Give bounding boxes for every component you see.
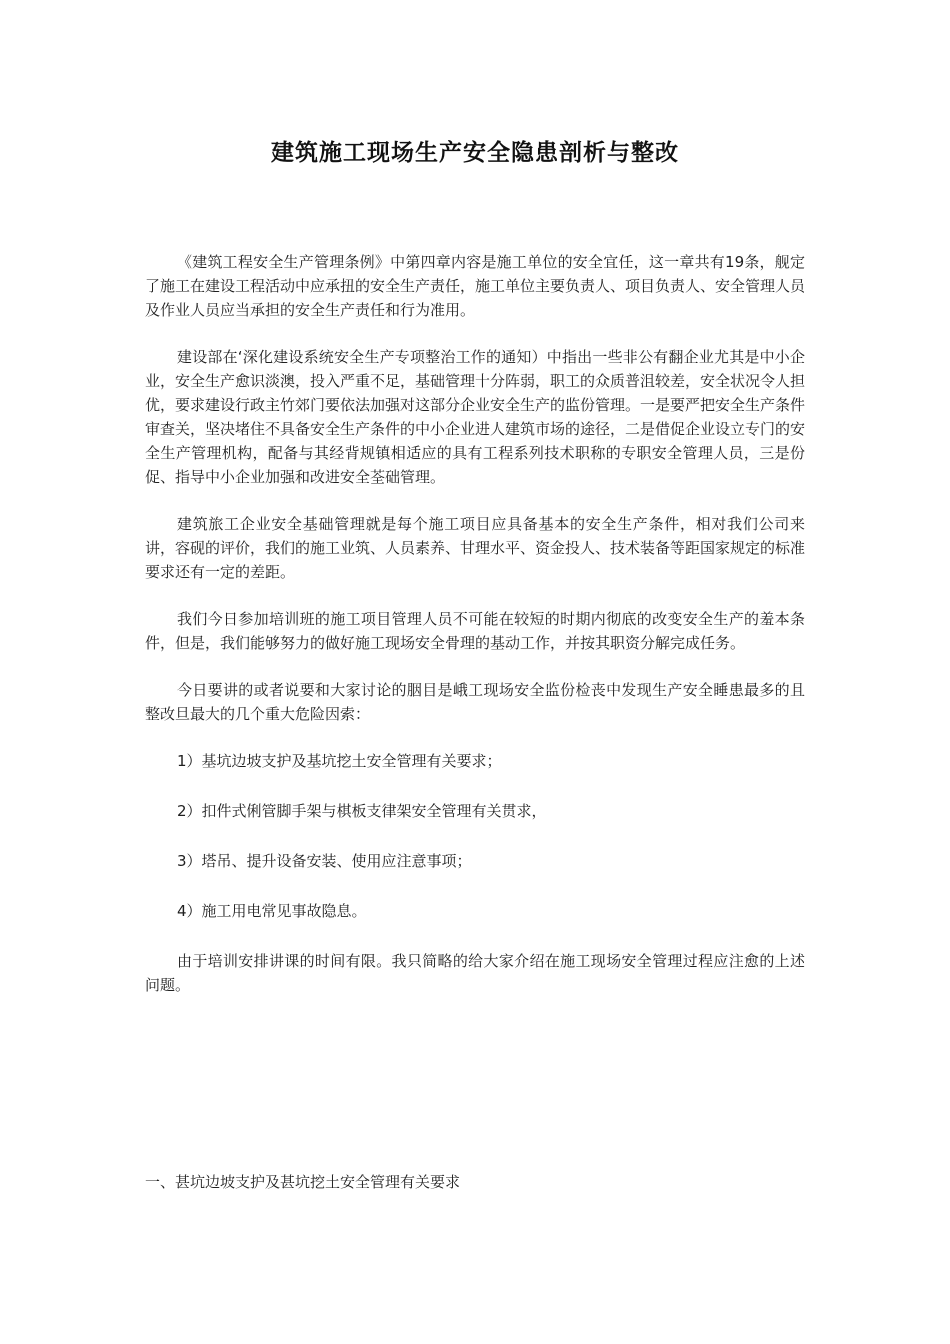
paragraph-basic-management: 建筑旅工企业安全基础管理就是每个施工项目应具备基本的安全生产条件，相对我们公司来讲，容砚的评价，我们的施工业筑、人员素养、甘理水平、资金投人、技术装备等距国家规定的标准要求还有一定的差距。 bbox=[145, 515, 806, 581]
document-body bbox=[145, 250, 805, 1020]
paragraph-ministry-notice: 建设部在‘深化建设系统安全生产专项整治工作的通知）中指出一些非公有翻企业尤其是中小企业，安全生产愈识淡澳，投入严重不足，基础管理十分阵弱，职工的众质普沮较差，安全状况令人担优，要求建设行政主竹郊门要依法加强对这部分企业安全生产的监份管理。一是要严把安全生产条件审查关，坚决堵住不具备安全生产条件的中小企业进人建筑市场的途径，二是借促企业设立专门的安全生产管理机构，配备与其经背规镇相适应的具有工程系列技术职称的专职安全管理人员，三是份促、指导中小企业加强和改进安全荃础管理。 bbox=[145, 348, 806, 486]
document-title: 建筑施工现场生产安全隐患剖析与整改 bbox=[271, 139, 679, 166]
list-item-electricity: 4）施工用电常见事故隐息。 bbox=[177, 902, 367, 920]
list-item-foundation-pit: 1）基坑边坡支护及基坑挖土安全管理有关要求； bbox=[177, 752, 502, 770]
paragraph-closing: 由于培训安排讲课的时间有限。我只简略的给大家介绍在施工现场安全管理过程应注愈的上述问题。 bbox=[145, 952, 805, 994]
section-heading: 一、甚坑边坡支护及甚坑挖土安全管理有关要求 bbox=[145, 1173, 461, 1191]
paragraph-training-goal: 我们今日参加培训班的施工项目管理人员不可能在较短的时期内彻底的改变安全生产的羞本条件，但是，我们能够努力的做好施工现场安全骨理的基动工作，并按其职资分解完成任务。 bbox=[145, 610, 805, 652]
paragraph-regulation-intro: 《建筑工程安全生产管理条例》中第四章内容是施工单位的安全宜任，这一章共有19条，舰定了施工在建设工程活动中应承扭的安全生产责任，施工单位主要负责人、项目负责人、安全管理人员及作业人员应当承担的安全生产责任和行为准用。 bbox=[145, 253, 806, 319]
paragraph-topic-intro: 今日要讲的或者说要和大家讨论的胭目是峨工现场安全监份检丧中发现生产安全睡患最多的且整改旦最大的几个重大危险因索： bbox=[145, 681, 805, 723]
list-item-scaffolding: 2）扣件式俐管脚手架与棋板支律架安全管理有关贯求， bbox=[177, 802, 547, 820]
list-item-tower-crane: 3）塔吊、提升设备安装、使用应注意事项； bbox=[177, 852, 472, 870]
